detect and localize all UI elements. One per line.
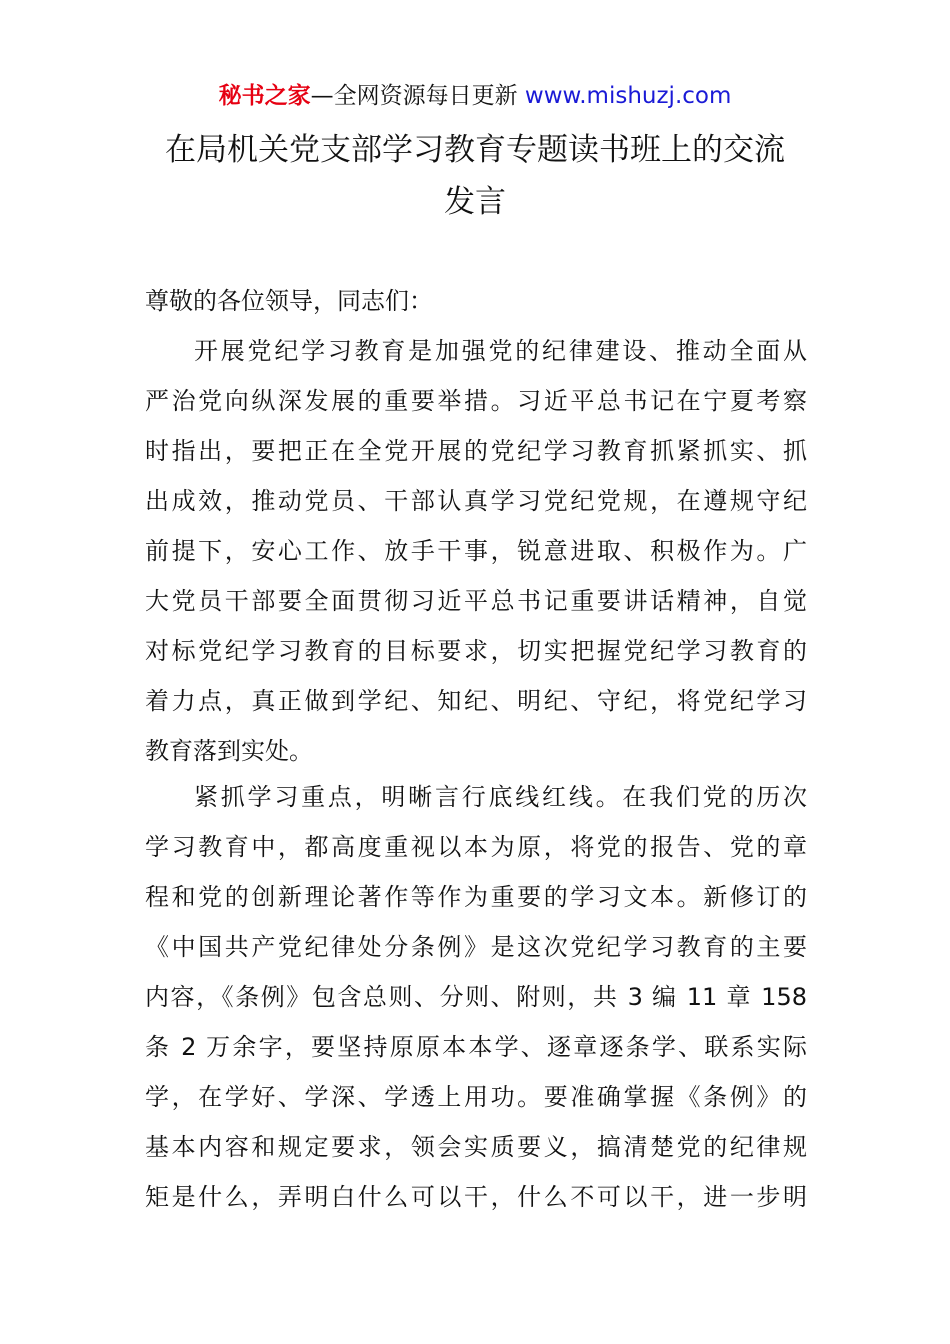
paragraph-line: 前提下，安心工作、放手干事，锐意进取、积极作为。广 [145,537,807,565]
paragraph-line: 对标党纪学习教育的目标要求，切实把握党纪学习教育的 [145,637,807,665]
paragraph-line: 严治党向纵深发展的重要举措。习近平总书记在宁夏考察 [145,387,807,415]
paragraph-2 [145,772,807,1222]
paragraph-line: 大党员干部要全面贯彻习近平总书记重要讲话精神，自觉 [145,587,807,615]
site-tagline: —全网资源每日更新 [310,83,525,109]
paragraph-line: 条 2 万余字，要坚持原原本本学、逐章逐条学、联系实际 [145,1033,807,1061]
paragraph-line: 矩是什么，弄明白什么可以干，什么不可以干，进一步明 [145,1183,807,1211]
paragraph-line: 内容，《条例》包含总则、分则、附则，共 3 编 11 章 158 [145,983,807,1011]
paragraph-1 [145,326,807,776]
title-line-1: 在局机关党支部学习教育专题读书班上的交流 [165,132,785,168]
site-header [0,80,950,112]
paragraph-line: 程和党的创新理论著作等作为重要的学习文本。新修订的 [145,883,807,911]
paragraph-line: 学，在学好、学深、学透上用功。要准确掌握《条例》的 [145,1083,807,1111]
title-line-2: 发言 [444,184,506,220]
paragraph-line: 开展党纪学习教育是加强党的纪律建设、推动全面从 [194,337,807,365]
paragraph-line: 着力点，真正做到学纪、知纪、明纪、守纪，将党纪学习 [145,687,807,715]
site-brand: 秘书之家 [218,83,311,109]
paragraph-line: 学习教育中，都高度重视以本为原，将党的报告、党的章 [145,833,807,861]
site-url-link[interactable]: www.mishuzj.com [524,83,732,109]
paragraph-line: 紧抓学习重点，明晰言行底线红线。在我们党的历次 [194,783,807,811]
paragraph-line: 出成效，推动党员、干部认真学习党纪党规，在遵规守纪 [145,487,807,515]
paragraph-line: 基本内容和规定要求，领会实质要义，搞清楚党的纪律规 [145,1133,807,1161]
paragraph-line: 教育落到实处。 [145,737,313,765]
salutation: 尊敬的各位领导，同志们： [145,287,433,315]
paragraph-line: 时指出，要把正在全党开展的党纪学习教育抓紧抓实、抓 [145,437,807,465]
paragraph-line: 《中国共产党纪律处分条例》是这次党纪学习教育的主要 [145,933,807,961]
document-title [140,124,810,228]
